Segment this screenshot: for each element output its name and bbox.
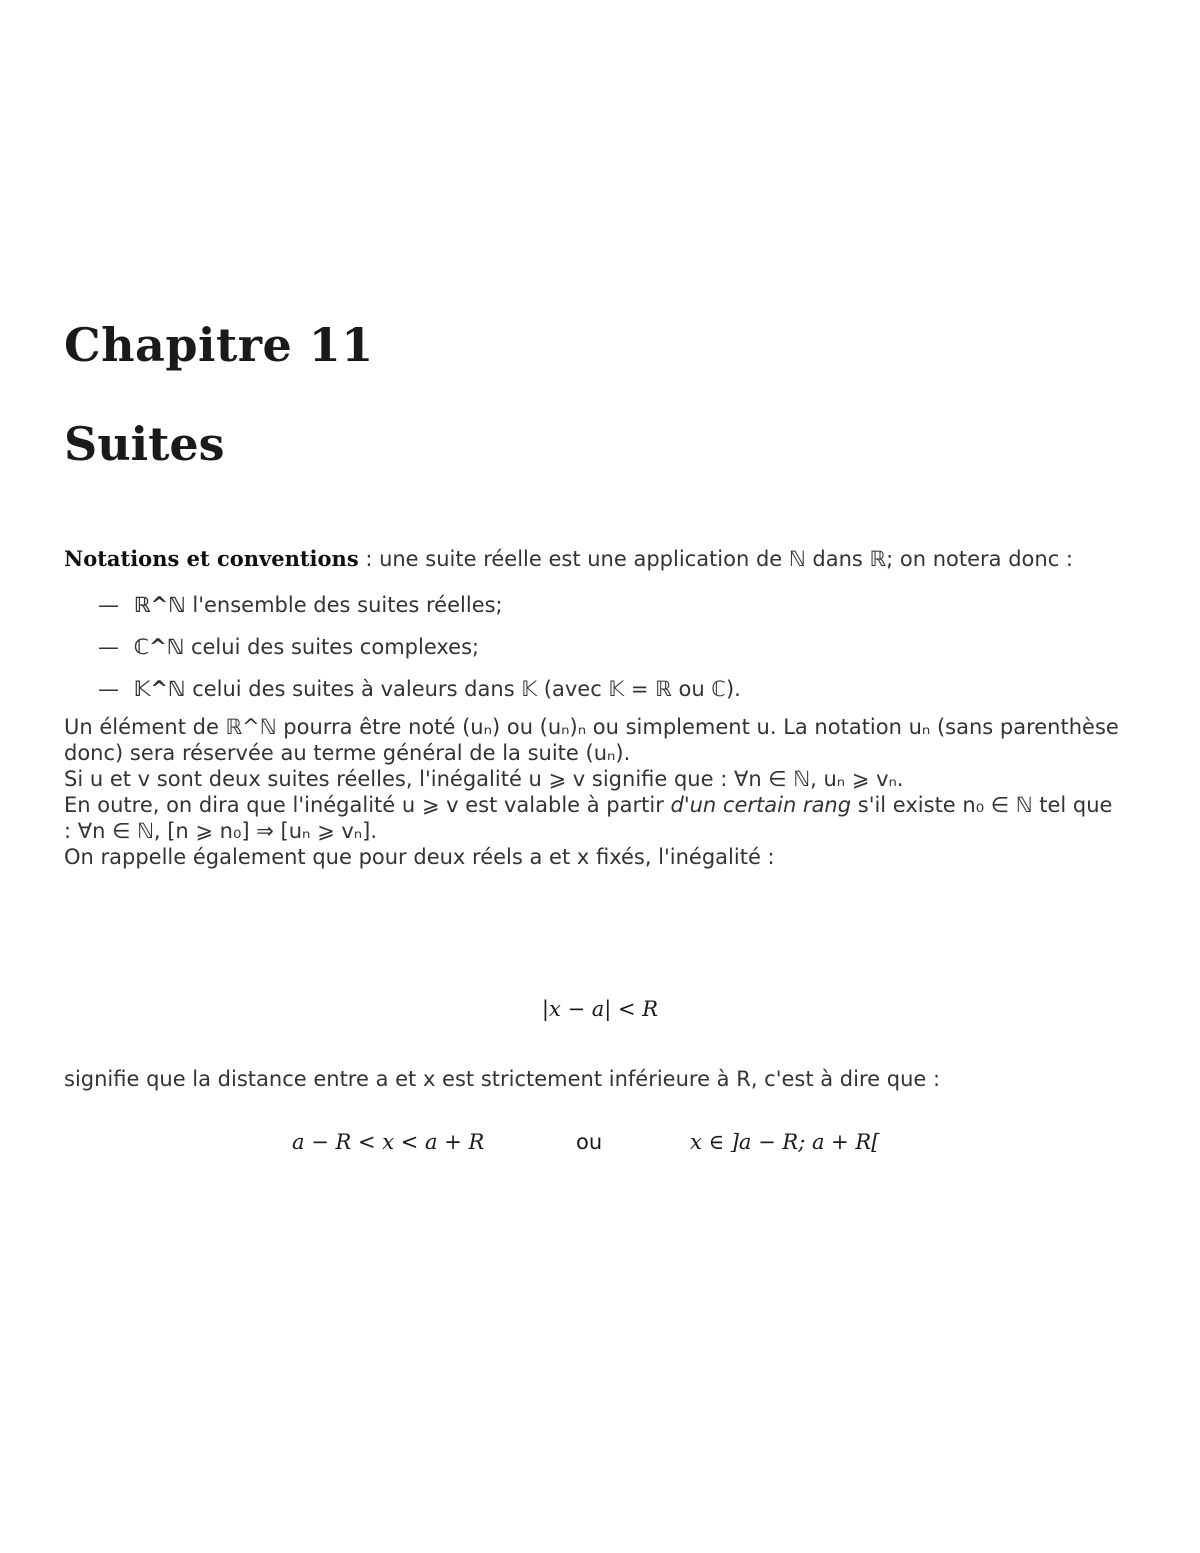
list-item-text: celui des suites complexes;	[190, 635, 480, 659]
rank-paragraph	[64, 792, 1124, 844]
distance-equation: |x − a| < R	[541, 997, 659, 1021]
rank-emphasis: d'un certain rang	[670, 793, 852, 817]
definitions-list	[64, 592, 1124, 702]
rank-text-after: s'il existe n₀ ∈ ℕ tel que : ∀n ∈ ℕ, [n ⩾ n₀] ⇒ [uₙ ⩾ vₙ].	[64, 793, 1113, 843]
interval-or: ou	[576, 1130, 603, 1154]
interval-equation	[0, 1130, 1200, 1160]
notation-paragraph: Un élément de ℝ^ℕ pourra être noté (uₙ) ou (uₙ)ₙ ou simplement u. La notation uₙ (sans parenthèse donc) sera réservée au terme général de la suite (uₙ).	[64, 715, 1119, 765]
dash-marker: —	[98, 677, 119, 701]
chapter-heading: Chapitre 11	[64, 318, 374, 372]
set-symbol: ℂ^ℕ	[133, 635, 185, 659]
dash-marker: —	[98, 635, 119, 659]
document-body	[64, 546, 1124, 870]
interval-membership: x ∈ ]a − R; a + R[	[690, 1130, 880, 1154]
list-item	[98, 676, 1124, 702]
interval-inequality: a − R < x < a + R	[292, 1130, 485, 1154]
reminder-paragraph: On rappelle également que pour deux réels a et x fixés, l'inégalité :	[64, 845, 775, 869]
document-body-lower	[64, 1066, 1124, 1092]
set-symbol: 𝕂^ℕ	[133, 677, 186, 701]
list-item	[98, 634, 1124, 660]
intro-text: : une suite réelle est une application de ℕ dans ℝ; on notera donc :	[358, 547, 1073, 571]
list-item-text: celui des suites à valeurs dans 𝕂 (avec 𝕂 = ℝ ou ℂ).	[192, 677, 741, 701]
list-item-text: l'ensemble des suites réelles;	[192, 593, 503, 617]
intro-paragraph	[64, 546, 1124, 572]
set-symbol: ℝ^ℕ	[133, 593, 186, 617]
rank-text-before: En outre, on dira que l'inégalité u ⩾ v est valable à partir	[64, 793, 671, 817]
meaning-paragraph: signifie que la distance entre a et x est strictement inférieure à R, c'est à dire que :	[64, 1067, 941, 1091]
intro-label: Notations et conventions	[64, 546, 359, 571]
inequality-paragraph: Si u et v sont deux suites réelles, l'inégalité u ⩾ v signifie que : ∀n ∈ ℕ, uₙ ⩾ vₙ.	[64, 767, 904, 791]
dash-marker: —	[98, 593, 119, 617]
list-item	[98, 592, 1124, 618]
chapter-title: Suites	[64, 417, 225, 471]
